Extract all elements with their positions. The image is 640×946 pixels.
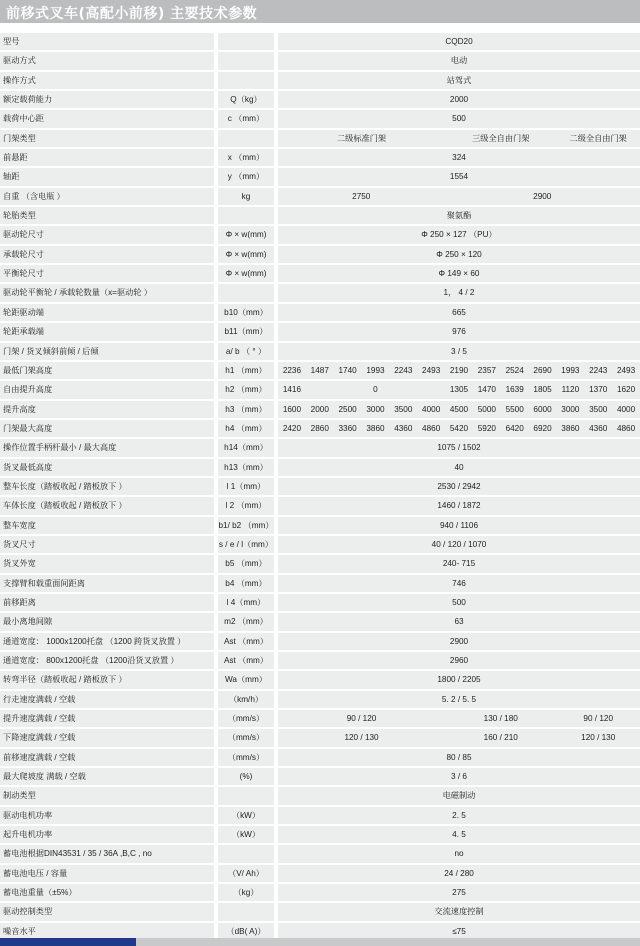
spec-row-lift-motor — [0, 825, 640, 844]
spec-label: 驱动轮尺寸 — [3, 230, 44, 240]
spec-unit: s / e / l（mm） — [218, 539, 274, 549]
spec-value: 3500 — [589, 404, 608, 414]
spec-value: 2524 — [505, 365, 524, 375]
spec-unit: h2 （mm） — [225, 385, 267, 395]
spec-row-balance-wheel — [0, 264, 640, 283]
spec-label: 整车宽度 — [3, 520, 36, 530]
spec-label: 制动类型 — [3, 791, 36, 801]
spec-row-drive-wheel — [0, 225, 640, 244]
spec-value: Φ 250 × 120 — [436, 249, 482, 259]
spec-row-brake — [0, 786, 640, 805]
spec-label: 前移速度满载 / 空载 — [3, 752, 76, 762]
spec-value: 130 / 180 — [483, 714, 518, 724]
spec-value: 2750 — [352, 191, 371, 201]
spec-unit: c （mm） — [227, 114, 265, 124]
spec-label: 转弯半径（踏板收起 / 踏板放下 ） — [3, 675, 127, 685]
spec-row-load-wheel — [0, 245, 640, 264]
spec-label: 门架类型 — [3, 133, 36, 143]
spec-value: 324 — [452, 153, 466, 163]
spec-label: 承载轮尺寸 — [3, 249, 44, 259]
spec-unit: b5 （mm） — [225, 559, 267, 569]
spec-value: 3 / 5 — [451, 346, 467, 356]
spec-row-tire-type — [0, 206, 640, 225]
spec-row-drive-control — [0, 902, 640, 921]
spec-value: 120 / 130 — [581, 733, 616, 743]
spec-label: 载荷中心距 — [3, 114, 44, 124]
spec-label: 前移距离 — [3, 597, 36, 607]
spec-value: 2500 — [338, 404, 357, 414]
spec-label: 驱动控制类型 — [3, 907, 53, 917]
spec-value: 4500 — [449, 404, 469, 414]
spec-value: 1470 — [477, 385, 496, 395]
spec-value: 二级标准门架 — [336, 133, 387, 143]
spec-unit: （V/ Ah） — [228, 868, 264, 878]
spec-value: 1800 / 2205 — [437, 675, 481, 685]
spec-value: 3360 — [338, 423, 357, 433]
spec-unit — [218, 786, 274, 805]
spec-value: 1740 — [338, 365, 357, 375]
footer-accent — [0, 938, 136, 946]
spec-unit: Q（kg） — [230, 95, 262, 105]
spec-label: 货叉最低高度 — [3, 462, 53, 472]
spec-value: 2000 — [310, 404, 329, 414]
spec-value: 1， 4 / 2 — [443, 288, 475, 298]
spec-row-load-center — [0, 109, 640, 128]
spec-value: 3500 — [394, 404, 413, 414]
spec-value: 电磁制动 — [442, 791, 476, 801]
spec-value: 1487 — [310, 365, 329, 375]
spec-value: 0 — [373, 385, 378, 395]
spec-value: 3860 — [366, 423, 385, 433]
spec-label: 轴距 — [3, 172, 20, 182]
spec-label: 起升电机功率 — [3, 830, 53, 840]
spec-label: 提升速度满载 / 空载 — [3, 714, 76, 724]
spec-unit: y （mm） — [227, 172, 265, 182]
spec-row-mast-lowered — [0, 361, 640, 380]
spec-label: 平衡轮尺寸 — [3, 269, 44, 279]
spec-row-fork-outer — [0, 554, 640, 573]
spec-value: 4360 — [394, 423, 413, 433]
spec-unit: （mm/s） — [227, 714, 265, 724]
spec-unit: b10（mm） — [224, 307, 268, 317]
row-background — [0, 33, 214, 50]
spec-value: 三级全自由门架 — [472, 133, 530, 143]
spec-unit: b11（mm） — [224, 327, 268, 337]
spec-row-ground-clearance — [0, 612, 640, 631]
spec-row-mast-type — [0, 129, 640, 148]
spec-label: 蓄电池根据DIN43531 / 35 / 36A ,B,C , no — [3, 849, 152, 859]
spec-value: 站驾式 — [446, 75, 472, 85]
spec-unit: a/ b （ ° ） — [225, 346, 267, 356]
spec-unit: h1 （mm） — [225, 365, 267, 375]
spec-label: 通道宽度： 800x1200托盘 （1200沿货叉放置 ） — [3, 656, 179, 665]
spec-value: 6420 — [505, 423, 524, 433]
spec-value: 聚氨酯 — [446, 211, 472, 221]
spec-row-drive — [0, 51, 640, 70]
spec-label: 最小离地间隙 — [3, 617, 53, 627]
spec-value: 40 / 120 / 1070 — [431, 539, 487, 549]
spec-value: 1600 — [282, 404, 302, 414]
spec-row-travel-speed — [0, 690, 640, 709]
spec-label: 自由提升高度 — [3, 385, 53, 395]
spec-unit: （mm/s） — [227, 733, 265, 743]
spec-unit: h4 （mm） — [225, 423, 267, 433]
spec-row-tiller-height — [0, 438, 640, 457]
spec-value: 5. 2 / 5. 5 — [441, 694, 477, 704]
spec-row-battery-weight — [0, 883, 640, 902]
spec-value: Φ 149 × 60 — [438, 269, 480, 279]
spec-row-reach — [0, 593, 640, 612]
spec-unit: Φ × w(mm) — [225, 230, 267, 240]
spec-value: CQD20 — [445, 37, 473, 46]
spec-row-fork-lowered — [0, 458, 640, 477]
spec-row-gradeability — [0, 767, 640, 786]
spec-value: 3000 — [366, 404, 385, 414]
spec-row-aisle-800 — [0, 651, 640, 670]
spec-label: 驱动轮平衡轮 / 承载轮数量（x=驱动轮 ） — [3, 288, 152, 298]
spec-value: 2000 — [449, 95, 469, 105]
spec-row-fork-size — [0, 535, 640, 554]
spec-value: 1370 — [589, 385, 608, 395]
spec-value: 2236 — [282, 365, 302, 375]
spec-value: 1993 — [366, 365, 385, 375]
spec-unit: l 4（mm） — [226, 597, 266, 607]
spec-value: 24 / 280 — [444, 868, 474, 878]
spec-value: 976 — [452, 327, 466, 337]
spec-value: 4860 — [616, 423, 636, 433]
spec-unit — [218, 51, 274, 70]
spec-value: 6000 — [533, 404, 552, 414]
spec-label: 噪音水平 — [3, 926, 36, 936]
spec-row-front-overhang — [0, 148, 640, 167]
spec-label: 蓄电池电压 / 容量 — [3, 868, 68, 878]
spec-value: 275 — [452, 888, 466, 898]
spec-row-battery-voltage — [0, 864, 640, 883]
spec-label: 操作位置手柄杆最小 / 最大高度 — [3, 443, 117, 453]
spec-unit: h14（mm） — [224, 443, 268, 453]
spec-label: 轮胎类型 — [3, 211, 36, 221]
spec-value: 2420 — [282, 423, 302, 433]
spec-row-capacity — [0, 90, 640, 109]
spec-value: 2357 — [477, 365, 496, 375]
spec-label: 整车长度（踏板收起 / 踏板放下 ） — [3, 481, 127, 491]
spec-value: 160 / 210 — [483, 733, 518, 743]
spec-row-drive-motor — [0, 806, 640, 825]
spec-label: 行走速度满载 / 空载 — [3, 694, 76, 704]
spec-value: 1416 — [282, 385, 302, 395]
spec-row-track-drive — [0, 303, 640, 322]
spec-value: 4860 — [422, 423, 441, 433]
spec-unit: （kW） — [231, 830, 261, 840]
spec-unit: b1/ b2 （mm） — [218, 520, 274, 530]
spec-value: 2690 — [533, 365, 552, 375]
spec-label: 车体长度（踏板收起 / 踏板放下 ） — [3, 501, 127, 511]
spec-unit: （kg） — [233, 888, 259, 898]
spec-row-body-length — [0, 496, 640, 515]
spec-value: 6920 — [533, 423, 552, 433]
spec-label: 货叉尺寸 — [3, 539, 36, 549]
spec-unit — [218, 32, 274, 51]
spec-label: 型号 — [3, 37, 20, 46]
spec-value: 120 / 130 — [344, 733, 379, 743]
spec-unit: （dB( A)） — [226, 926, 266, 936]
spec-row-reach-speed — [0, 748, 640, 767]
spec-label: 前悬距 — [3, 153, 28, 163]
spec-row-weight — [0, 187, 640, 206]
spec-value: 1639 — [505, 385, 524, 395]
spec-unit: Ast （mm） — [223, 656, 269, 665]
spec-unit — [218, 71, 274, 90]
spec-row-wheel-count — [0, 283, 640, 302]
spec-value: 4000 — [422, 404, 441, 414]
spec-value: 665 — [452, 307, 466, 317]
spec-row-width — [0, 516, 640, 535]
spec-unit: Φ × w(mm) — [225, 249, 267, 259]
spec-row-wheelbase — [0, 167, 640, 186]
spec-value: 2190 — [449, 365, 469, 375]
spec-value: 5420 — [449, 423, 469, 433]
spec-unit — [218, 129, 274, 148]
spec-unit: x （mm） — [227, 153, 265, 163]
spec-value: 1554 — [449, 172, 469, 182]
spec-value: 5500 — [505, 404, 524, 414]
spec-value: 90 / 120 — [346, 714, 377, 724]
spec-value: 2900 — [449, 636, 469, 646]
spec-value: 1805 — [533, 385, 552, 395]
spec-unit: Wa（mm） — [225, 675, 267, 685]
spec-unit: Ast （mm） — [223, 636, 269, 646]
spec-label: 驱动方式 — [3, 56, 36, 66]
spec-label: 额定载荷能力 — [3, 95, 53, 105]
spec-value: 2. 5 — [452, 810, 466, 820]
spec-value: 2243 — [589, 365, 608, 375]
spec-label: 驱动电机功率 — [3, 810, 53, 820]
spec-label: 门架最大高度 — [3, 423, 53, 433]
spec-label: 支撑臂和载重面间距离 — [3, 578, 85, 588]
spec-unit: kg — [241, 191, 251, 201]
spec-row-track-load — [0, 322, 640, 341]
spec-value: 2493 — [422, 365, 441, 375]
row-background — [0, 149, 214, 166]
spec-label: 通道宽度： 1000x1200托盘 （1200 跨货叉放置 ） — [3, 636, 186, 646]
spec-value: 3 / 6 — [451, 772, 467, 782]
spec-row-arm-distance — [0, 574, 640, 593]
spec-value: 1460 / 1872 — [437, 501, 481, 511]
spec-label: 门架 / 货叉倾斜前倾 / 后倾 — [3, 346, 99, 356]
spec-label: 提升高度 — [3, 404, 36, 414]
spec-row-lift-speed — [0, 709, 640, 728]
spec-value: 1120 — [561, 385, 580, 395]
spec-row-battery-din — [0, 844, 640, 863]
spec-label: 轮距驱动端 — [3, 307, 44, 317]
spec-value: 二级全自由门架 — [569, 133, 627, 143]
spec-value: 4. 5 — [452, 830, 466, 840]
spec-unit — [218, 283, 274, 302]
spec-label: 蓄电池重量（±5%） — [3, 888, 77, 898]
spec-label: 下降速度满载 / 空载 — [3, 733, 76, 743]
spec-value: 63 — [454, 617, 464, 627]
spec-value: 交流速度控制 — [434, 907, 484, 917]
page-title: 前移式叉车(高配小前移) 主要技术参数 — [6, 6, 258, 22]
spec-row-lower-speed — [0, 728, 640, 747]
spec-unit: h13（mm） — [224, 462, 268, 472]
spec-row-lift-height — [0, 400, 640, 419]
spec-value: 1305 — [449, 385, 469, 395]
title-bar — [0, 0, 640, 23]
row-background — [0, 168, 214, 185]
spec-value: 电动 — [450, 56, 468, 66]
spec-unit: (%) — [239, 772, 253, 782]
spec-value: 5920 — [477, 423, 496, 433]
spec-label: 轮距承载端 — [3, 327, 44, 337]
spec-value: 2960 — [449, 656, 469, 665]
spec-value: 500 — [452, 114, 466, 124]
spec-value: 1075 / 1502 — [437, 443, 481, 453]
spec-value: 2530 / 2942 — [437, 481, 481, 491]
spec-value: 746 — [452, 578, 466, 588]
spec-value: 2243 — [394, 365, 413, 375]
spec-value: 2860 — [310, 423, 329, 433]
spec-value: 90 / 120 — [583, 714, 614, 724]
spec-row-aisle-1000 — [0, 632, 640, 651]
spec-label: 自重 （含电瓶 ） — [3, 191, 65, 201]
spec-value: 240- 715 — [442, 559, 476, 569]
spec-value: 940 / 1106 — [439, 520, 479, 530]
spec-value: ≤75 — [452, 926, 466, 936]
spec-row-overall-length — [0, 477, 640, 496]
spec-unit — [218, 902, 274, 921]
spec-unit: b4 （mm） — [225, 578, 267, 588]
spec-row-free-lift — [0, 380, 640, 399]
spec-value: Φ 250 × 127 （PU） — [421, 230, 497, 240]
spec-table — [0, 32, 640, 941]
spec-unit — [218, 206, 274, 225]
spec-value: 40 — [454, 462, 464, 472]
spec-value: no — [454, 849, 464, 859]
spec-row-turning-radius — [0, 670, 640, 689]
spec-unit: （kW） — [231, 810, 261, 820]
spec-unit: Φ × w(mm) — [225, 269, 267, 279]
spec-unit: （mm/s） — [227, 752, 265, 762]
spec-unit: m2 （mm） — [224, 617, 268, 627]
spec-value: 3000 — [561, 404, 580, 414]
spec-value: 500 — [452, 597, 466, 607]
spec-unit — [218, 844, 274, 863]
spec-unit: （km/h） — [228, 694, 264, 704]
spec-row-tilt — [0, 342, 640, 361]
spec-value: 4000 — [616, 404, 636, 414]
spec-row-operation — [0, 71, 640, 90]
spec-value: 5000 — [477, 404, 496, 414]
spec-unit: l 2 （mm） — [225, 501, 267, 511]
spec-row-model — [0, 32, 640, 51]
spec-value: 80 / 85 — [446, 752, 472, 762]
spec-value: 4360 — [589, 423, 608, 433]
spec-value: 2900 — [533, 191, 552, 201]
spec-label: 货叉外宽 — [3, 559, 36, 569]
spec-value: 2493 — [616, 365, 636, 375]
spec-value: 3860 — [561, 423, 580, 433]
spec-row-mast-extended — [0, 419, 640, 438]
spec-value: 1993 — [561, 365, 580, 375]
spec-label: 操作方式 — [3, 75, 36, 85]
spec-unit: l 1（mm） — [226, 481, 266, 491]
spec-unit: h3 （mm） — [225, 404, 267, 414]
spec-label: 最低门架高度 — [3, 365, 53, 375]
spec-label: 最大爬坡度 满载 / 空载 — [3, 772, 86, 782]
spec-value: 1620 — [616, 385, 636, 395]
